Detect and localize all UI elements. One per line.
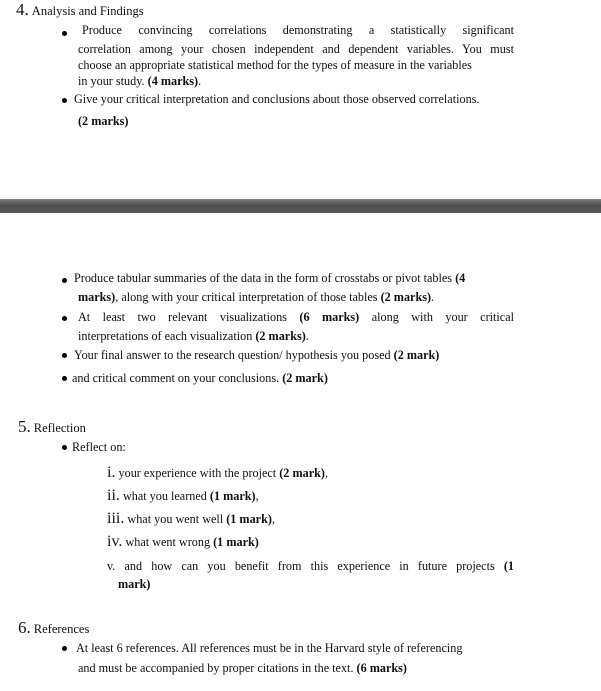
bullet-text-line: Give your critical interpretation and conclusions about those observed correlations. xyxy=(74,92,480,106)
marks-label: (1 xyxy=(503,559,514,573)
marks-label: (2 mark) xyxy=(393,348,440,362)
section-title: Analysis and Findings xyxy=(31,4,144,18)
bullet-text-line: Produce convincing correlations demonstrating a statistically significant xyxy=(82,23,514,37)
section-title: Reflection xyxy=(33,421,86,435)
marks-label: (6 marks) xyxy=(356,661,407,675)
section-6-heading xyxy=(18,618,89,638)
section-number: 6. xyxy=(18,618,31,637)
list-numeral: v. xyxy=(107,559,116,573)
bullet-text-line: At least two relevant visualizations (6 marks) along with your critical xyxy=(78,310,515,324)
bullet-icon xyxy=(62,445,67,450)
list-numeral: iii. xyxy=(107,510,125,527)
bullet-icon xyxy=(62,31,67,36)
marks-label: marks) xyxy=(78,290,116,304)
marks-label: (1 mark) xyxy=(226,512,272,526)
marks-label: mark) xyxy=(118,577,151,591)
marks-label: (1 mark) xyxy=(209,489,256,503)
list-numeral: i. xyxy=(107,464,116,481)
list-item: ii. what you learned (1 mark), xyxy=(107,487,259,504)
bullet-icon xyxy=(62,646,67,651)
page-divider xyxy=(0,199,601,213)
section-number: 4. xyxy=(16,0,29,19)
marks-label: (2 mark) xyxy=(279,466,325,480)
bullet-text-line: and critical comment on your conclusions. (2 mark) xyxy=(72,371,328,385)
marks-label: (2 marks) xyxy=(255,329,306,343)
list-numeral: iv. xyxy=(107,533,123,550)
section-number: 5. xyxy=(18,417,31,436)
marks-label: (1 mark) xyxy=(213,535,259,549)
list-item: v. and how can you benefit from this experience in future projects (1 xyxy=(107,559,514,573)
marks-label: (2 mark) xyxy=(282,371,328,385)
list-item: i. your experience with the project (2 mark), xyxy=(107,464,328,481)
bullet-icon xyxy=(62,278,67,283)
bullet-text-line: Reflect on: xyxy=(72,440,126,454)
section-5-heading xyxy=(18,417,86,437)
bullet-text-line: Produce tabular summaries of the data in the form of crosstabs or pivot tables (4 xyxy=(74,271,466,285)
bullet-text-line: interpretations of each visualization (2 marks). xyxy=(78,329,309,343)
section-title: References xyxy=(33,622,90,636)
marks-label: (4 xyxy=(455,271,466,285)
bullet-text-line: and must be accompanied by proper citations in the text. (6 marks) xyxy=(78,661,407,675)
bullet-icon xyxy=(62,316,67,321)
marks-label: (4 marks) xyxy=(147,74,199,88)
marks-label: (2 marks) xyxy=(78,114,129,128)
bullet-text-line: At least 6 references. All references must be in the Harvard style of referencing xyxy=(76,641,463,655)
section-4-heading xyxy=(16,0,144,20)
list-item: iv. what went wrong (1 mark) xyxy=(107,533,259,550)
bullet-icon xyxy=(62,98,67,103)
bullet-text-line: marks), along with your critical interpretation of those tables (2 marks). xyxy=(78,290,435,304)
bullet-text-line: choose an appropriate statistical method for the types of measure in the variables xyxy=(78,58,472,72)
bullet-icon xyxy=(62,376,67,381)
bullet-text-line: correlation among your chosen independent and dependent variables. You must xyxy=(78,42,514,56)
marks-label: (6 marks) xyxy=(299,310,360,324)
marks-label: (2 marks) xyxy=(380,290,432,304)
bullet-text-line: Your final answer to the research question/ hypothesis you posed (2 mark) xyxy=(74,348,440,362)
bullet-text-line: in your study. (4 marks). xyxy=(78,74,202,88)
list-item: iii. what you went well (1 mark), xyxy=(107,510,275,527)
bullet-icon xyxy=(62,353,67,358)
list-numeral: ii. xyxy=(107,487,120,504)
